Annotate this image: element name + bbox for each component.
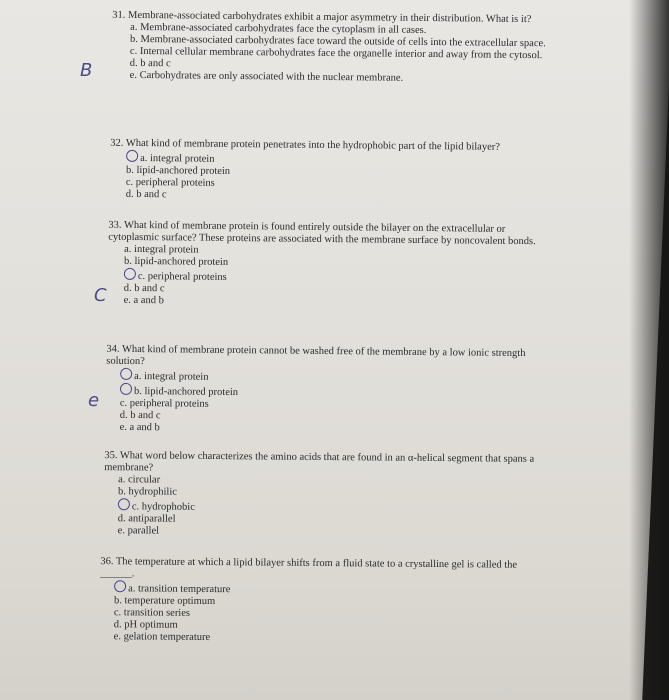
option-c: c. peripheral proteins: [108, 268, 548, 288]
option-c: c. peripheral proteins: [125, 176, 215, 189]
handwritten-answer-34: e: [88, 390, 100, 411]
option-c: c. peripheral proteins: [119, 397, 209, 410]
option-a: a. integral protein: [110, 150, 550, 170]
question-34: [106, 344, 547, 439]
option-a: a. circular: [118, 474, 161, 486]
question-stem: 33. What kind of membrane protein is found entirely outside the bilayer on the extracellular or cytoplasmic surface? These proteins are associated with the membrane surface by noncovalent bonds.: [108, 219, 536, 248]
option-e: e. parallel: [117, 525, 160, 537]
answer-circle: [120, 368, 132, 380]
answer-circle: [124, 268, 136, 280]
question-stem: 34. What kind of membrane protein cannot be washed free of the membrane by a low ionic strength solution?: [106, 343, 526, 368]
question-32: [110, 138, 551, 206]
question-stem: 32. What kind of membrane protein penetrates into the hydrophobic part of the lipid bilayer?: [110, 137, 500, 153]
handwritten-answer-33: C: [94, 285, 107, 306]
option-e: e. Carbohydrates are only associated with the nuclear membrane.: [129, 69, 404, 84]
option-c: c. hydrophobic: [104, 498, 544, 517]
option-a: a. Membrane-associated carbohydrates face the cytoplasm in all cases.: [130, 21, 427, 36]
handwritten-answer-31: B: [80, 60, 93, 81]
option-e: e. gelation temperature: [113, 631, 211, 644]
option-c: c. transition series: [113, 607, 191, 619]
answer-circle: [126, 150, 138, 162]
option-b: b. temperature optimum: [113, 595, 216, 608]
option-b: b. lipid-anchored protein: [125, 164, 231, 177]
option-a: a. transition temperature: [100, 580, 540, 599]
question-stem: 31. Membrane-associated carbohydrates exhibit a major asymmetry in their distribution. What is it?: [112, 9, 532, 26]
answer-circle: [114, 580, 126, 592]
option-b: b. lipid-anchored protein: [123, 255, 229, 268]
answer-circle: [120, 383, 132, 395]
option-c: c. Internal cellular membrane carbohydrates face the organelle interior and away from the cytosol.: [129, 45, 543, 62]
option-d: d. b and c: [119, 409, 161, 422]
option-d: d. b and c: [125, 188, 167, 201]
page-edge-shadow: [629, 0, 669, 700]
option-d: d. b and c: [123, 282, 165, 295]
answer-circle: [118, 498, 130, 510]
option-a: a. integral protein: [106, 368, 546, 388]
option-b: b. hydrophilic: [117, 486, 177, 498]
question-stem: 36. The temperature at which a lipid bilayer shifts from a fluid state to a crystalline gel is called the ______.: [100, 556, 518, 580]
option-d: d. b and c: [129, 57, 171, 70]
option-b: b. Membrane-associated carbohydrates face toward the outside of cells into the extracellular space.: [130, 33, 546, 50]
question-35: [104, 450, 545, 541]
question-31: [112, 10, 553, 87]
option-e: e. a and b: [119, 421, 160, 434]
question-36: [100, 556, 541, 647]
option-e: e. a and b: [123, 294, 164, 307]
option-b: b. lipid-anchored protein: [106, 383, 546, 403]
option-d: d. antiparallel: [117, 513, 176, 525]
question-stem: 35. What word below characterizes the amino acids that are found in an α-helical segment that spans a membrane?: [104, 450, 535, 474]
question-33: [108, 220, 549, 312]
option-a: a. integral protein: [124, 243, 199, 256]
option-d: d. pH optimum: [113, 619, 178, 631]
